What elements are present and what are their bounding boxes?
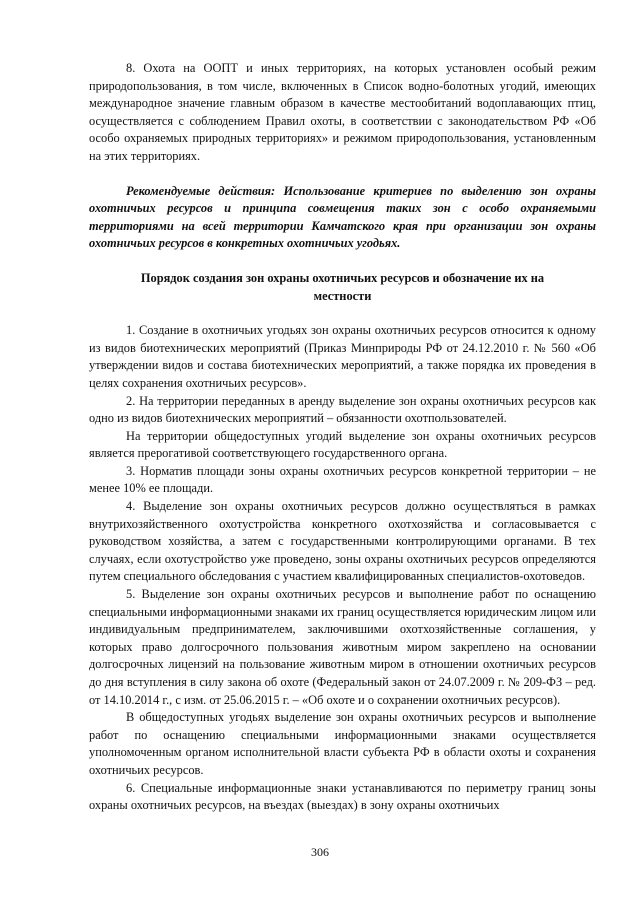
page-body <box>89 60 596 815</box>
paragraph-2-public-lands: На территории общедоступных угодий выделение зон охраны охотничьих ресурсов является прерогативой соответствующего государственного органа. <box>89 428 596 461</box>
paragraph-2: 2. На территории переданных в аренду выделение зон охраны охотничьих ресурсов как одно из видов биотехнических мероприятий – обязанности охотпользователей. <box>89 393 596 426</box>
recommended-actions: Рекомендуемые действия: Использование критериев по выделению зон охраны охотничьих ресурсов и принципа совмещения таких зон с особо охраняемыми территориями на всей территории Камчатского края при организации зон охраны охотничьих ресурсов в конкретных охотничьих угодьях. <box>89 183 596 251</box>
section-heading: Порядок создания зон охраны охотничьих ресурсов и обозначение их на местности <box>140 270 545 303</box>
paragraph-3: 3. Норматив площади зоны охраны охотничьих ресурсов конкретной территории – не менее 10% ее площади. <box>89 463 596 496</box>
paragraph-6: 6. Специальные информационные знаки устанавливаются по периметру границ зоны охраны охотничьих ресурсов, на въездах (выездах) в зону охраны охотничьих <box>89 780 596 813</box>
paragraph-5-public-lands: В общедоступных угодьях выделение зон охраны охотничьих ресурсов и выполнение работ по оснащению специальными информационными знаками осуществляется уполномоченным органом исполнительной власти субъекта РФ в области охоты и сохранения охотничьих ресурсов. <box>89 710 596 777</box>
paragraph-5: 5. Выделение зон охраны охотничьих ресурсов и выполнение работ по оснащению специальными информационными знаками их границ осуществляется юридическим лицом или индивидуальным предпринимателем, заключившими охотхозяйственные соглашения, у которых право долгосрочного пользования животным миром закреплено на основании долгосрочных лицензий на пользование животным миром в отношении охотничьих ресурсов до дня вступления в силу закона об охоте (Федеральный закон от 24.07.2009 г. № 209-ФЗ – ред. от 14.10.2014 г., с изм. от 25.06.2015 г. – «Об охоте и о сохранении охотничьих ресурсов). <box>89 587 597 707</box>
paragraph-4: 4. Выделение зон охраны охотничьих ресурсов должно осуществляться в рамках внутрихозяйственного охотустройства конкретного охотхозяйства и согласовывается с руководством хозяйства, а затем с государственными контролирующими органами. В тех случаях, если охотустройство уже проведено, зоны охраны охотничьих ресурсов определяются путем специального обследования с участием квалифицированных специалистов-охотоведов. <box>89 499 596 584</box>
paragraph-1: 1. Создание в охотничьих угодьях зон охраны охотничьих ресурсов относится к одному из видов биотехнических мероприятий (Приказ Минприроды РФ от 24.12.2010 г. № 560 «Об утверждении видов и состава биотехнических мероприятий, а также порядка их проведения в целях сохранения охотничьих ресурсов». <box>89 323 596 390</box>
page-number: 306 <box>311 845 329 859</box>
paragraph-hunting-oopt: 8. Охота на ООПТ и иных территориях, на которых установлен особый режим природопользования, в том числе, включенных в Список водно-болотных угодий, имеющих международное значение главным образом в качестве местообитаний водоплавающих птиц, осуществляется с соблюдением Правил охоты, в соответствии с законодательством РФ «Об особо охраняемых природных территориях» и режимом природопользования, установленным на этих территориях. <box>89 61 596 163</box>
